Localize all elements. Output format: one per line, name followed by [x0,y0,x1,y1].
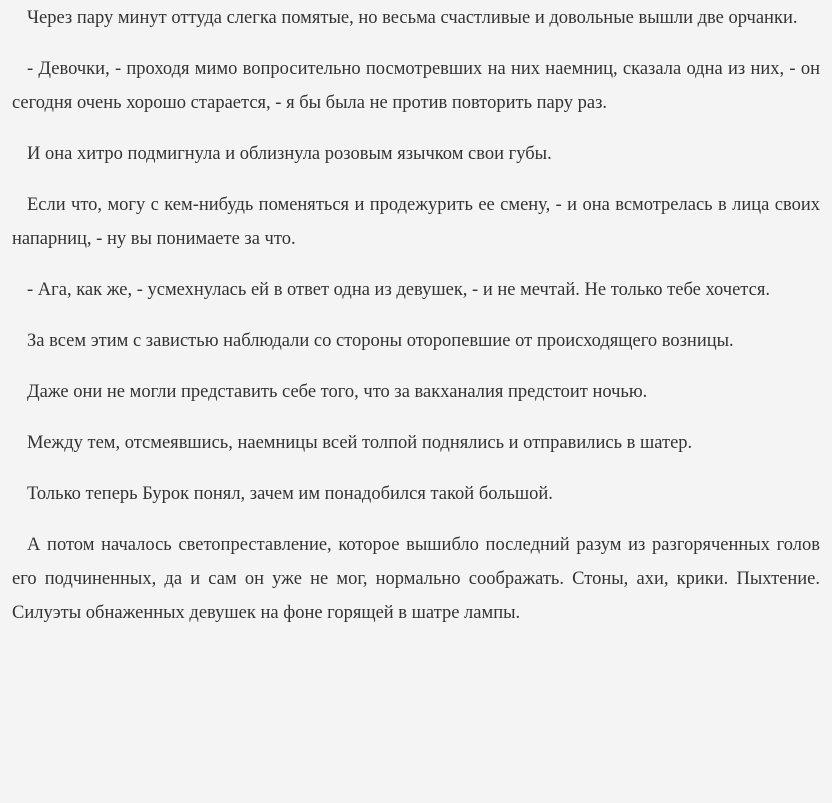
paragraph: - Ага, как же, - усмехнулась ей в ответ одна из девушек, - и не мечтай. Не только тебе хочется. [27,280,770,300]
reader-text-body [0,1,832,803]
paragraph: - Девочки, - проходя мимо вопросительно посмотревших на них наемниц, сказала одна из них, - он сегодня очень хорошо старается, - я бы была не против повторить пару раз. [12,59,820,113]
paragraph: Даже они не могли представить себе того, что за вакханалия предстоит ночью. [27,382,648,402]
paragraph: А потом началось светопреставление, которое вышибло последний разум из разгоряченных голов его подчиненных, да и сам он уже не мог, нормально соображать. Стоны, ахи, крики. Пыхтение. Силуэты обнаженных девушек на фоне горящей в шатре лампы. [12,535,820,623]
paragraph: Через пару минут оттуда слегка помятые, но весьма счастливые и довольные вышли две орчанки. [27,8,798,28]
paragraph: Между тем, отсмеявшись, наемницы всей толпой поднялись и отправились в шатер. [27,433,693,453]
paragraph: Только теперь Бурок понял, зачем им понадобился такой большой. [27,484,553,504]
paragraph: Если что, могу с кем-нибудь поменяться и продежурить ее смену, - и она всмотрелась в лица своих напарниц, - ну вы понимаете за что. [12,195,820,249]
paragraph: И она хитро подмигнула и облизнула розовым язычком свои губы. [27,144,552,164]
paragraph: За всем этим с завистью наблюдали со стороны оторопевшие от происходящего возницы. [27,331,734,351]
